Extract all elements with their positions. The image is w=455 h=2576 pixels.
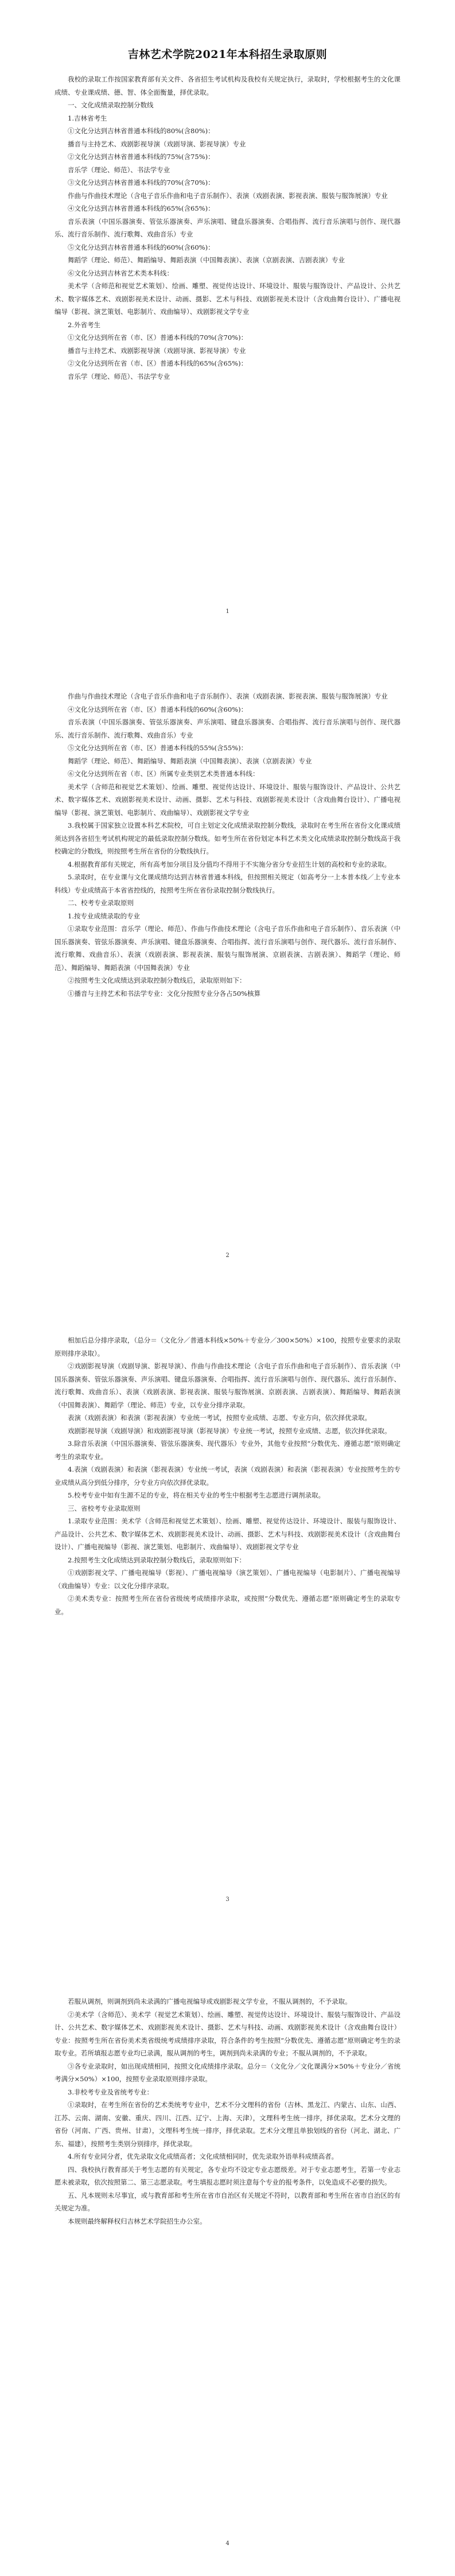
paragraph: 4.表演（戏剧表演）和表演（影视表演）专业统一考试，表演（戏剧表演）和表演（影视表演）专业按照考生的专业成绩从高分到低分排序，分专业方向依次择优录取。 (55, 1465, 400, 1487)
page-3 (0, 1288, 455, 1932)
paragraph: 1.按专业成绩录取的专业 (68, 911, 140, 920)
page-body (55, 1975, 400, 2228)
paragraph: 音乐学（理论、师范）、书法学专业 (68, 165, 170, 174)
paragraph: 美术学（含师范和视觉艺术策划）、绘画、雕塑、视觉传达设计、环境设计、服装与服饰设计、产品设计、公共艺术、数字媒体艺术、戏剧影视美术设计、动画、摄影、艺术与科技、戏剧影视美术设计（含戏曲舞台设计）、广播电视编导（影视、演艺策划、电影制片、戏曲编导）、戏剧影视文学专业 (55, 282, 400, 316)
paragraph: ①录取时，在考生所在省份的艺术类统考专业中，艺术不分文理科的省份（吉林、黑龙江、内蒙古、山东、山西、江苏、云南、湖南、安徽、重庆、四川、江西、辽宁、上海、天津），文理科考生统一排序，择优录取。艺术分文理的省份（河南、广西、贵州、甘肃），文理科考生统一排序，择优录取。艺术分文理且单独划线的省份（河北、湖北、广东、福建），按照考生类别分别排序，择优录取。 (55, 2101, 400, 2148)
paragraph: 本规则最终解释权归吉林艺术学院招生办公室。 (68, 2217, 207, 2225)
paragraph: ⑤文化分达到吉林省普通本科线的60%(含60%)： (68, 243, 215, 251)
paragraph: 若服从调剂，则调剂到尚未录满的广播电视编导或戏剧影视文学专业，不服从调剂的，不予录取。 (68, 1997, 352, 2005)
paragraph: 播音与主持艺术、戏剧影视导演（戏剧导演、影视导演）专业 (68, 139, 246, 148)
paragraph: ②按照考生文化成绩达到录取控制分数线后，录取原则如下： (68, 976, 246, 984)
paragraph: 5.录取时，在专业课与文化课成绩均达到吉林省普通本科线，但按照相关规定（如高考分一上本普本线／上专业本科线）专业成绩高于本省省控线的，按照考生所在省份录取控制分数线执行。 (55, 873, 400, 894)
paragraph: 舞蹈学（理论、师范）、舞蹈编导、舞蹈表演（中国舞表演）、表演（京剧表演、吉剧表演）专业 (68, 256, 345, 264)
paragraph: 3.我校属于国家独立设置本科艺术院校，可自主划定文化成绩录取控制分数线，录取时在考生所在省份文化课成绩须达到各省招生考试机构规定的最低录取控制分数线。如考生所在省份划定本科艺术类文化成绩录取控制分数线高于我校确定的分数线，则按照考生所在省份的分数线执行。 (55, 821, 400, 855)
paragraph: 相加后总分排序录取，（总分＝（文化分／普通本科线×50%＋专业分／300×50%）×100，按照专业要求的录取原则排序录取）。 (55, 1336, 400, 1357)
paragraph: 音乐学（理论、师范）、书法学专业 (68, 372, 170, 381)
paragraph: ②美术学（含师范）、美术学（视觉艺术策划）、绘画、雕塑、视觉传达设计、环境设计、服装与服饰设计、产品设计、公共艺术、数字媒体艺术、戏剧影视美术设计、摄影、艺术与科技、动画、戏剧影视美术设计（含戏曲舞台设计）专业：按照考生所在省份美术类省级统考成绩排序录取，符合条件的考生按照“分数优先、遵循志愿”原则确定考生的录取专业。若所填报志愿专业均已录满，服从调剂的考生，调剂到尚未录满的专业；不服从调剂的，不予录取。 (55, 2010, 400, 2057)
paragraph: 1.录取专业范围：美术学（含师范和视觉艺术策划）、绘画、雕塑、视觉传达设计、环境设计、服装与服饰设计、产品设计、公共艺术、数字媒体艺术、戏剧影视美术设计、动画、摄影、艺术与科技、戏剧影视美术设计（含戏曲舞台设计）、广播电视编导（影视、演艺策划、电影制片、戏曲编导）、戏剧影视文学专业 (55, 1517, 400, 1551)
paragraph: 表演（戏剧表演）和表演（影视表演）专业统一考试，按照专业成绩、志愿、专业方向，依次择优录取。 (68, 1414, 371, 1422)
paragraph: ③各专业录取时，如出现成绩相同，按照文化成绩排序录取。总分＝（文化分／文化课满分×50%＋专业分／省统考满分×50%）×100，按照专业录取原则排序录取。 (55, 2062, 400, 2083)
page-body (55, 1331, 400, 1618)
page-number: 3 (225, 1896, 230, 1903)
paragraph: ②文化分达到吉林省普通本科线的75%(含75%)： (68, 153, 215, 161)
paragraph: ④文化分达到所在省（市、区）普通本科线的60%(含60%)： (68, 705, 248, 713)
page-title: 吉林艺术学院2021年本科招生录取原则 (127, 48, 328, 61)
paragraph: ③文化分达到吉林省普通本科线的70%(含70%)： (68, 179, 215, 187)
paragraph: 一、文化成绩录取控制分数线 (68, 101, 154, 109)
paragraph: 四、我校执行教育部关于考生志愿的有关规定，各专业均不设定专业志愿级差。对于专业志愿考生，若第一专业志愿未被录取，依次按照第二、第三志愿录取。考生填报志愿时须注意每个专业的报考条件，以免造成不必要的损失。 (55, 2165, 400, 2186)
page-number: 2 (225, 1252, 230, 1259)
paragraph: 我校的录取工作按国家教育部有关文件、各省招生考试机构及我校有关规定执行，录取时，学校根据考生的文化课成绩、专业课成绩、德、智、体全面衡量，择优录取。 (55, 75, 400, 96)
paragraph: ①播音与主持艺术和书法学专业：文化分按照专业分各占50%核算 (68, 989, 261, 998)
paragraph: ②文化分达到所在省（市、区）普通本科线的65%(含65%)： (68, 359, 248, 367)
paragraph: 2.外省考生 (68, 320, 100, 329)
paragraph: ⑥文化分达到所在省（市、区）所属专业类别艺术类普通本科线： (68, 770, 259, 778)
paragraph: 4.根据教育部有关规定，所有高考加分项目及分值均不得用于不实施分省分专业招生计划的高校和专业的录取。 (68, 860, 391, 868)
paragraph: ①文化分达到所在省（市、区）普通本科线的70%(含70%)： (68, 333, 248, 342)
paragraph: ⑤文化分达到所在省（市、区）普通本科线的55%(含55%)： (68, 744, 248, 752)
paragraph: 播音与主持艺术、戏剧影视导演（戏剧导演、影视导演）专业 (68, 346, 246, 355)
paragraph: 作曲与作曲技术理论（含电子音乐作曲和电子音乐制作）、表演（戏剧表演、影视表演、服装与服饰展演）专业 (68, 692, 388, 700)
paragraph: 2.按照考生文化成绩达到录取控制分数线后，录取原则如下： (68, 1555, 246, 1564)
page-1 (0, 0, 455, 644)
paragraph: ①戏剧影视文学、广播电视编导（影视）、广播电视编导（演艺策划）、广播电视编导（电影制片）、广播电视编导（戏曲编导）专业：以文化分排序录取。 (55, 1569, 400, 1590)
paragraph: ②戏剧影视导演（戏剧导演、影视导演）、作曲与作曲技术理论（含电子音乐作曲和电子音乐制作）、音乐表演（中国乐器演奏、管弦乐器演奏、声乐演唱、键盘乐器演奏、合唱指挥、流行音乐演唱与创作、现代器乐、流行音乐制作、流行歌舞、戏曲音乐）、表演（戏剧表演、影视表演、服装与服饰展演、京剧表演、吉剧表演）、舞蹈编导、舞蹈表演（中国舞表演）、舞蹈学（理论、师范）专业，以专业分排序录取。 (55, 1362, 400, 1409)
paragraph: ④文化分达到吉林省普通本科线的65%(含65%)： (68, 204, 215, 212)
page-number: 1 (225, 608, 230, 615)
paragraph: 作曲与作曲技术理论（含电子音乐作曲和电子音乐制作）、表演（戏剧表演、影视表演、服装与服饰展演）专业 (68, 191, 388, 200)
paragraph: 美术学（含师范和视觉艺术策划）、绘画、雕塑、视觉传达设计、环境设计、服装与服饰设计、产品设计、公共艺术、数字媒体艺术、戏剧影视美术设计、动画、摄影、艺术与科技、戏剧影视美术设计（含戏曲舞台设计）、广播电视编导（影视、演艺策划、电影制片、戏曲编导）、戏剧影视文学专业 (55, 782, 400, 817)
paragraph: ②美术类专业：按照考生所在省份省级统考成绩排序录取，或按照“分数优先、遵循志愿”原则确定考生的录取专业。 (55, 1595, 400, 1616)
page-body (55, 687, 400, 1000)
paragraph: 五、凡本规则未尽事宜，或与教育部和考生所在省市自治区有关规定不符时，以教育部和考生所在省市自治区的有关规定为准。 (55, 2191, 400, 2212)
page-number: 4 (225, 2540, 230, 2547)
page-4 (0, 1932, 455, 2576)
paragraph: 音乐表演（中国乐器演奏、管弦乐器演奏、声乐演唱、键盘乐器演奏、合唱指挥、流行音乐演唱与创作、现代器乐、流行音乐制作、流行歌舞、戏曲音乐）专业 (55, 718, 400, 739)
paragraph: 三、省校考专业录取原则 (68, 1504, 141, 1512)
page-body (55, 73, 400, 383)
paragraph: 3.非校考专业及省统考专业： (68, 2088, 153, 2096)
paragraph: 舞蹈学（理论、师范）、舞蹈编导、舞蹈表演（中国舞表演）、表演（京剧表演）专业 (68, 756, 312, 765)
paragraph: 1.吉林省考生 (68, 114, 107, 122)
paragraph: 戏剧影视导演（戏剧导演）和戏剧影视导演（影视导演）专业统一考试，按照专业成绩、志愿，依次择优录取。 (68, 1426, 391, 1435)
paragraph: ①录取专业范围：音乐学（理论、师范）、作曲与作曲技术理论（含电子音乐作曲和电子音乐制作）、音乐表演（中国乐器演奏、管弦乐器演奏、声乐演唱、键盘乐器演奏、合唱指挥、流行音乐演唱与创作、现代器乐、流行音乐制作、流行歌舞、戏曲音乐）、表演（戏剧表演、影视表演、服装与服饰展演、京剧表演、吉剧表演）、舞蹈学（理论、师范）、舞蹈编导、舞蹈表演（中国舞表演）专业 (55, 925, 400, 972)
paragraph: 5.校考专业中如有生源不足的专业，将在相关专业的考生中根据考生志愿进行调剂录取。 (68, 1491, 325, 1499)
page-2 (0, 644, 455, 1288)
paragraph: 4.所有专业同分者，优先录取文化成绩高者；文化成绩相同时，优先录取外语单科成绩高者。 (68, 2152, 338, 2160)
paragraph: 音乐表演（中国乐器演奏、管弦乐器演奏、声乐演唱、键盘乐器演奏、合唱指挥、流行音乐演唱与创作、现代器乐、流行音乐制作、流行歌舞、戏曲音乐）专业 (55, 217, 400, 238)
paragraph: ①文化分达到吉林省普通本科线的80%(含80%)： (68, 127, 215, 135)
paragraph: 二、校考专业录取原则 (68, 899, 134, 907)
paragraph: 3.除音乐表演（中国乐器演奏、管弦乐器演奏、现代器乐）专业外，其他专业按照“分数优先、遵循志愿”原则确定考生的录取专业。 (55, 1440, 400, 1461)
paragraph: ⑥文化分达到吉林省艺术类本科线： (68, 269, 173, 277)
